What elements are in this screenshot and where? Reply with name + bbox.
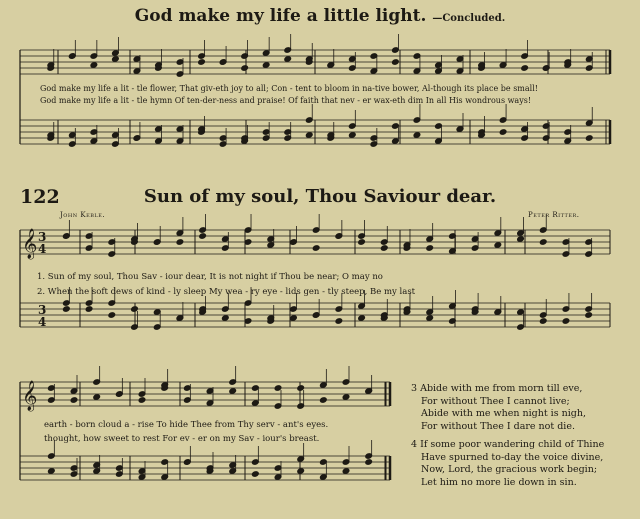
sys1-bass-note — [358, 315, 366, 322]
stanza-3 — [411, 383, 586, 433]
top-treble-note — [219, 59, 227, 66]
system1-verse2: 2. When the soft dews of kind - ly sleep My wea - ry eye - lids gen - tly steep, Be my last — [37, 287, 416, 297]
top-bass-note — [305, 132, 313, 139]
sys1-bass-note — [108, 312, 116, 319]
stanza-4-line-3: Now, Lord, the gracious work begin; — [421, 464, 598, 475]
sys1-treble-note — [358, 239, 366, 246]
top-treble-note — [262, 62, 270, 69]
sys1-treble-note — [153, 239, 161, 246]
continued-hymn-lyric-line-1: God make my life a lit - tle flower, That giv-eth joy to all; Con - tent to bloom in na-tive bower, Al-though its place be small! — [40, 84, 538, 93]
sys1-bass-note — [562, 318, 570, 325]
sys2-treble-note — [229, 388, 237, 395]
continued-hymn-title-suffix: —Concluded. — [432, 13, 506, 24]
sys1-bass-time-signature: 4 — [38, 315, 47, 329]
top-bass-note — [349, 132, 357, 139]
sys2-bass-note — [342, 468, 350, 475]
sys1-treble-note — [335, 233, 343, 240]
top-treble-note — [284, 56, 292, 63]
top-treble-note — [241, 65, 249, 72]
system1-verse1: 1. Sun of my soul, Thou Sav - iour dear, It is not night if Thou be near; O may no — [37, 272, 383, 282]
sys1-treble-note — [176, 239, 184, 246]
top-treble-note — [327, 62, 335, 69]
top-treble-note — [392, 59, 400, 66]
sys2-treble-note — [93, 394, 101, 401]
sys1-bass-note — [176, 315, 184, 322]
sys1-bass-note — [335, 318, 343, 325]
stanza-3-line-2: For without Thee I cannot live; — [421, 395, 570, 407]
sys1-treble-note — [199, 233, 207, 240]
sys1-bass-note — [426, 315, 434, 322]
sys2-treble-clef: 𝄞 — [22, 381, 38, 411]
stanza-3-line-4: For without Thee I dare not die. — [421, 420, 575, 432]
sys2-bass-note — [365, 459, 373, 466]
sys1-bass-time-signature: 3 — [38, 303, 47, 317]
stanza-4-line-1: 4 If some poor wandering child of Thine — [411, 439, 605, 450]
sys1-treble-note — [426, 245, 434, 252]
stanza-4-line-4: Let him no more lie down in sin. — [421, 476, 577, 488]
sys1-bass-note — [494, 309, 502, 316]
sys1-treble-note — [290, 239, 298, 246]
sys2-treble-note — [116, 391, 124, 398]
sys1-bass-note — [539, 318, 547, 325]
sys2-bass-note — [252, 471, 260, 478]
sys1-bass-note — [585, 312, 593, 319]
stanza-3-line-3: Abide with me when night is nigh, — [421, 408, 586, 419]
continued-hymn-lyric-line-2: God make my life a lit - tle hymn Of ten-der-ness and praise! Of faith that nev - er wax-eth dim In all His wondrous ways! — [40, 96, 532, 105]
sys2-bass-note — [184, 459, 192, 466]
sys2-treble-note — [365, 388, 373, 395]
top-treble-note — [112, 56, 120, 63]
top-bass-note — [499, 129, 507, 136]
top-bass-note — [133, 135, 141, 142]
stanza-4-line-2: Have spurned to-day the voice divine, — [421, 451, 604, 463]
top-treble-note — [90, 62, 98, 69]
system2-verse2: thought, how sweet to rest For ev - er on my Sav - iour's breast. — [44, 434, 320, 444]
sys2-treble-note — [70, 397, 78, 404]
sys2-treble-note — [138, 397, 146, 404]
stanza-3-line-1: 3 Abide with me from morn till eve, — [411, 383, 583, 394]
top-treble-note — [69, 53, 77, 60]
sys2-treble-note — [342, 394, 350, 401]
continued-hymn-title-text: God make my life a little light. — [134, 6, 427, 26]
sys2-treble-note — [320, 397, 328, 404]
top-bass-note — [456, 126, 464, 133]
system2-verse1: earth - born cloud a - rise To hide Thee from Thy serv - ant's eyes. — [44, 420, 329, 430]
top-treble-note — [499, 62, 507, 69]
hymn-number: 122 — [20, 186, 60, 208]
top-treble-note — [198, 59, 206, 66]
hymn-author: John Keble. — [60, 211, 106, 219]
sys1-time-signature: 3 — [38, 230, 47, 244]
sys2-bass-note — [297, 468, 305, 475]
top-bass-note — [413, 132, 421, 139]
sys1-bass-note — [63, 306, 71, 313]
hymn-composer: Peter Ritter. — [528, 211, 580, 219]
sys1-treble-note — [517, 236, 525, 243]
top-treble-note — [521, 65, 529, 72]
stanza-4 — [411, 439, 604, 489]
top-bass-note — [585, 135, 593, 142]
sys1-bass-note — [85, 306, 93, 313]
sys1-bass-note — [290, 315, 298, 322]
sys1-bass-note — [312, 312, 320, 319]
hymn-title: Sun of my soul, Thou Saviour dear. — [143, 186, 497, 207]
sys1-treble-note — [494, 242, 502, 249]
sys1-treble-note — [380, 245, 388, 252]
sys1-bass-note — [222, 315, 230, 322]
sys1-time-signature: 4 — [38, 242, 47, 256]
sys1-treble-clef: 𝄞 — [22, 229, 38, 259]
sys2-bass-note — [48, 468, 56, 475]
sys1-treble-note — [312, 245, 320, 252]
top-treble-note — [542, 65, 550, 72]
sys1-treble-note — [63, 233, 71, 240]
sys1-treble-note — [539, 239, 547, 246]
